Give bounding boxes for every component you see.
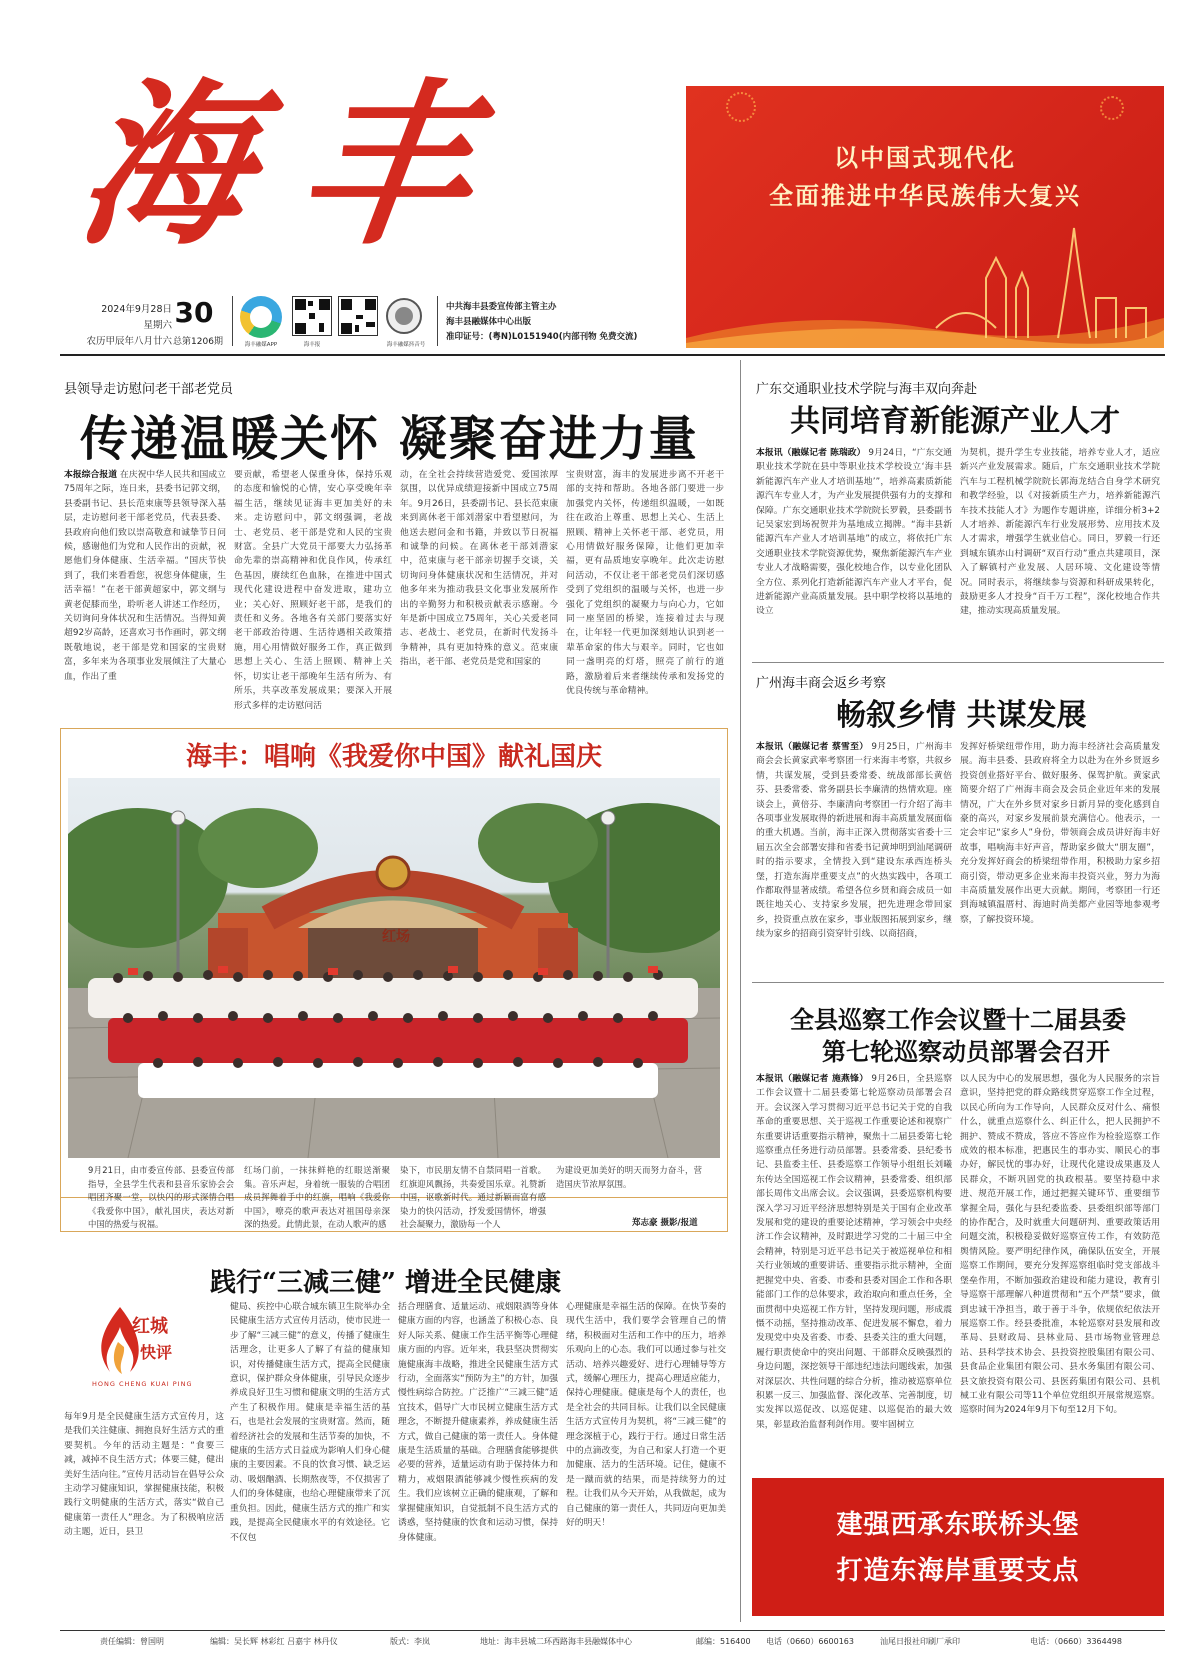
lead-byline: 本报综合报道 bbox=[64, 470, 118, 480]
photo-col1-text: 9月21日，由市委宣传部、县委宣传部指导，全县学生代表和县音乐家协会会唱团齐聚一堂，以快闪的形式深情合唱《我爱你中国》，献礼国庆，表达对新中国的热爱与祝福。 bbox=[88, 1165, 234, 1229]
right-divider-2 bbox=[752, 982, 1164, 983]
right-column-rule bbox=[740, 360, 741, 1622]
right1-kicker: 广东交通职业技术学院与海丰双向奔赴 bbox=[756, 382, 978, 397]
photo-story-headline: 海丰：唱响《我爱你中国》献礼国庆 bbox=[185, 742, 602, 772]
qr1-label: 海丰融媒APP bbox=[244, 342, 278, 348]
masthead bbox=[0, 0, 1200, 350]
lead-col-3 bbox=[400, 468, 558, 728]
masthead-rule bbox=[60, 354, 1165, 356]
total-issue: 总第1206期 bbox=[173, 337, 223, 347]
lead-col-2 bbox=[234, 468, 392, 728]
health-col2-text: 健局、疾控中心联合城东镇卫生院举办全民健康生活方式宣传月活动，使市民进一步了解“三减三健”的意义，传播了健康生活理念，让更多人了解了有益的健康知识，对传播健康生活方式，提高全民健康意识，保护群众身体健康，引导民众逐步养成良好卫生习惯和健康文明的生活方式产生了积极作用。健康是幸福生活的基石，也是社会发展的宝贵财富。然而，随着经济社会的发展和生活节奏的加快，不健康的生活方式日益成为影响人们身心健康的主要因素。不良的饮食习惯、缺乏运动、吸烟酗酒、长期熬夜等，不仅损害了人们的身体健康，也给心理健康带来了沉重负担。因此，健康生活方式的推广和实践，是提高全民健康水平的有效途径。它不仅包 bbox=[230, 1302, 390, 1543]
right2-col2-text: 发挥好桥梁纽带作用，助力海丰经济社会高质量发展。海丰县委、县政府将全力以赴为在外乡贤返乡投资创业搭好平台、做好服务、保驾护航。黄家武简要介绍了广州海丰商会及会员企业近年来的发展情况，广大在外乡贤对家乡日新月异的变化感到自豪的高兴，对家乡发展前景充满信心。他表示，一定会牢记“家乡人”身份，带领商会成员讲好海丰好故事，唱响海丰好声音，帮助家乡做大“朋友圈”，充分发挥好商会的桥梁纽带作用，积极助力家乡招商引资，带动更多企业来海丰投资兴业，努力为海丰高质量发展作出更大贡献。期间，考察团一行还到海城镇温厝村、海迪时尚美都产业园等地参观考察，了解投资环境。 bbox=[960, 742, 1160, 925]
right1-col-2 bbox=[960, 446, 1160, 652]
photo-col2-text: 红场门前，一抹抹鲜艳的红眼送渐聚集。音乐声起，身着统一服装的合唱团成员挥舞着手中的红旗，唱响《我爱你中国》，嘹亮的歌声表达对祖国母亲深深的热爱。此情此景，在动人歌声的感 bbox=[244, 1165, 390, 1229]
photo-credit: 郑志豪 摄影/报道 bbox=[632, 1218, 698, 1228]
news-photo bbox=[68, 778, 720, 1158]
logo-title-1: 红城 bbox=[132, 1316, 168, 1337]
footer-postcode: 邮编：516400 bbox=[696, 1637, 751, 1646]
lead-col4-text: 宝贵财富，海丰的发展进步离不开老干部的支持和帮助。各地各部门要进一步加强党内关怀，传递组织温暖，一如既往在政治上尊重、思想上关心、生活上照顾、精神上关怀老干部、老党员，用心用情做好服务保障，让他们更加幸福，更有品质地安享晚年。此次走访慰问活动，不仅让老干部老党员们深切感受到了党组织的温暖与关怀，也进一步强化了党组织的凝聚力与向心力，它如同一座坚固的桥梁，连接着过去与现在，让年轻一代更加深刻地认识到老一辈革命家的伟大与艰辛。同时，它也如同一盏明亮的灯塔，照亮了前行的道路，激励着后来者继续传承和发扬党的优良传统与革命精神。 bbox=[566, 470, 724, 697]
right1-col-1 bbox=[756, 446, 952, 652]
app-logo-icon[interactable] bbox=[240, 296, 282, 338]
footer-address: 地址：海丰县城二环西路海丰县融媒体中心 bbox=[480, 1637, 632, 1646]
douyin-badge-icon[interactable] bbox=[386, 298, 422, 334]
footer-editor: 责任编辑：曾国明 bbox=[100, 1637, 164, 1646]
right-divider-1 bbox=[752, 662, 1164, 663]
right2-byline: 本报讯（融媒记者 蔡雪至） bbox=[756, 742, 869, 752]
firework-left bbox=[726, 92, 756, 122]
right1-col1-text: 9月24日，“广东交通职业技术学院在县中等职业技术学校设立‘海丰县新能源汽车产业人才培训基地’”，培养高素质新能源汽车专业人才，为产业发展提供强有力的支撑和保障。广东交通职业技术学院院长罗毅，县委副书记吴家宏到场祝贺并为基地成立揭牌。“海丰县新能源汽车产业人才培训基地”的成立，将依托广东交通职业技术学院资源优势，聚焦新能源汽车产业专业人才战略需要，强化校地合作，以专业化团队全方位、系列化打造新能源汽车产业人才平台，促进新能源产业高质量发展。县中职学校将以基地的设立 bbox=[756, 448, 952, 617]
banner-line-1: 以中国式现代化 bbox=[834, 144, 1016, 172]
right2-kicker: 广州海丰商会返乡考察 bbox=[756, 676, 887, 691]
skyline-illustration bbox=[686, 218, 1164, 348]
health-col-1 bbox=[64, 1410, 224, 1610]
health-col-2 bbox=[230, 1300, 390, 1610]
photo-col-1 bbox=[88, 1164, 234, 1229]
right3-byline: 本报讯（融媒记者 施燕锋） bbox=[756, 1074, 869, 1084]
publisher: 海丰县融媒体中心出版 bbox=[446, 317, 532, 327]
right2-headline: 畅叙乡情 共谋发展 bbox=[836, 698, 1087, 733]
footer-rule bbox=[60, 1630, 1165, 1631]
footer-phone1: 电话（0660）6600163 bbox=[766, 1637, 854, 1646]
slogan-box bbox=[752, 1478, 1164, 1616]
lead-kicker: 县领导走访慰问老干部老党员 bbox=[64, 382, 234, 397]
footer-phone2: 电话：（0660）3364498 bbox=[1030, 1637, 1122, 1646]
right3-col1-text: 9月26日，全县巡察工作会议暨十二届县委第七轮巡察动员部署会召开。会议深入学习贯彻习近平总书记关于党的自我革命的重要思想、关于巡视工作重要论述和视察广东重要讲话重要指示精神，聚焦十二届县委第七轮巡察重点任务进行动员部署。县委常委、县纪委书记、县监委主任、县委巡察工作领导小组组长刘曦东传达全国巡视工作会议精神，县委常委、组织部部长周伟文出席会议。会议强调，县委巡察机构要深入学习习近平经济思想特别是关于国有企业改革发展和党的建设的重要论述精神，学习领会中央经济工作会议精神，及时跟进学习党的二十届三中全会精神，特别是习近平总书记关于被巡视单位和相关行业领域的重要讲话、重要指示批示精神，全面把握党中央、省委、市委和县委对国企工作和各职能部门工作的总体要求，政治取向和重点任务，全面贯彻中央巡视工作方针，坚持发现问题，形成震慑不动摇，坚持推动改革、促进发展不懈怠，着力发现党中央及省委、市委、县委关注的重大问题，履行职责使命中的突出问题、干部群众反映强烈的身边问题，深挖领导干部违纪违法问题线索，加强对深层次、共性问题的综合分析，推动被巡察单位积累一反三、加强监督、深化改革、完善制度，切实发挥以巡促改、以巡促建、以巡促治的最大效果，彰显政治监督利剑作用。要牢固树立 bbox=[756, 1074, 952, 1430]
right1-col2-text: 为契机，提升学生专业技能，培养专业人才，适应新兴产业发展需求。随后，广东交通职业技术学院汽车与工程机械学院院长郭海龙结合自身学术研究和教学经验，以《对接新质生产力，培养新能源汽车技术技能人才》为题作专题讲座，详细分析3+2人才培养、新能源汽车行业发展形势、应用技术及人才需求，增强学生就业信心。同日，罗毅一行还到城东镇赤山村调研“双百行动”重点共建项目，深入了解镇村产业发展、人居环境、文化建设等情况。同时表示，将继续参与资源和科研成果转化，鼓励更多人才投身“百千万工程”，深化校地合作共建，推动实现高质量发展。 bbox=[960, 448, 1160, 617]
permit: 准印证号：(粤N)L0151940(内部刊物 免费交流) bbox=[446, 332, 638, 342]
health-col4-text: 心理健康是幸福生活的保障。在快节奏的现代生活中，我们要学会管理自己的情绪，积极面对生活和工作中的压力，培养乐观向上的心态。我们可以通过参与社交活动、培养兴趣爱好、进行心理辅导等方式，缓解心理压力，提高心理适应能力，保持心理健康。健康是每个人的责任，也是全社会的共同目标。让我们以全民健康生活方式宣传月为契机，将“三减三健”的理念深植于心，践行于行。通过日常生活中的点滴改变，为自己和家人打造一个更加健康、活力的生活环境。记住，健康不是一蹴而就的结果，而是持续努力的过程。让我们从今天开始，从我做起，成为自己健康的第一责任人，共同迈向更加美好的明天！ bbox=[566, 1302, 726, 1529]
firework-right bbox=[1100, 96, 1124, 120]
footer-printer: 汕尾日报社印刷厂承印 bbox=[880, 1637, 960, 1646]
right3-col-2 bbox=[960, 1072, 1160, 1468]
issue-number: 30 bbox=[174, 296, 214, 329]
photo-box-bottom bbox=[60, 1198, 728, 1232]
hongcheng-logo bbox=[90, 1302, 210, 1392]
health-headline: 践行“三减三健” 增进全民健康 bbox=[210, 1268, 561, 1298]
footer-designer: 版式：李岚 bbox=[390, 1637, 430, 1646]
qr3-label: 海丰融媒抖音号 bbox=[386, 342, 426, 348]
right3-headline-1: 全县巡察工作会议暨十二届县委 bbox=[790, 1005, 1126, 1034]
lead-col1-text: 在庆祝中华人民共和国成立75周年之际，连日来，县委书记郭文纲，县委副书记、县长范束康等县领导深入基层，走访慰问老干部老党员，代表县委、县政府向他们致以崇高敬意和诚挚节日问候，感谢他们为党和人民作出的贡献，祝愿他们身体健康、生活幸福。“国庆节快到了，我们来看看您，祝您身体健康，生活幸福！”在老干部黄超家中，郭文纲与黄老促膝而坐，聆听老人讲述工作经历，关切询问身体状况和生活情况。当得知黄超92岁高龄，还喜欢习书作画时，郭文纲既敬地说，老干部是党和国家的宝贵财富，多年来为各项事业发展倾注了大量心血，作出了重 bbox=[64, 470, 226, 682]
top-banner bbox=[686, 86, 1164, 348]
footer bbox=[60, 1636, 1165, 1654]
sponsor: 中共海丰县委宣传部主管主办 bbox=[446, 302, 557, 312]
photo-col3-text: 染下，市民朋友情不自禁同唱一首歌。红旗迎风飘扬，共奏爱国乐章。礼赞新中国，讴歌新时代。通过新颖而富有感染力的快闪活动，抒发爱国情怀，增强社会凝聚力，激励每一个人 bbox=[400, 1165, 546, 1229]
masthead-divider-2 bbox=[437, 296, 438, 346]
banner-line-2: 全面推进中华民族伟大复兴 bbox=[769, 182, 1081, 210]
health-col-4 bbox=[566, 1300, 726, 1610]
lead-headline: 传递温暖关怀 凝聚奋进力量 bbox=[80, 411, 699, 467]
lead-col-4 bbox=[566, 468, 724, 728]
issue-date: 2024年9月28日 bbox=[101, 304, 172, 315]
qr-code-2[interactable] bbox=[338, 296, 378, 336]
logo-title-2: 快评 bbox=[140, 1343, 173, 1362]
qr2-label: 海丰报 bbox=[303, 342, 321, 348]
lead-col-1 bbox=[64, 468, 226, 728]
right3-headline-2: 第七轮巡察动员部署会召开 bbox=[822, 1037, 1110, 1066]
lead-col3-text: 动，在全社会持续营造爱党、爱国浓厚氛围，以优异成绩迎接新中国成立75周年。9月26日，县委副书记、县长范束康来到离休老干部刘潜家中看望慰问，为他送去慰问金和书籍，并致以节日祝福和诚挚的问候。在离休老干部刘潜家中，范束康与老干部亲切握手交谈，关切询问身体健康状况和生活情况，并对他多年来为推动我县文化事业发展所作出的辛勤努力和积极贡献表示感谢。今年是新中国成立75周年，关心关爱老同志、老战士、老党员，在新时代发扬斗争精神，具有更加特殊的意义。范束康指出，老干部、老党员是党和国家的 bbox=[400, 470, 558, 668]
logo-text: 海丰 bbox=[67, 61, 537, 269]
publisher-block bbox=[446, 300, 656, 345]
health-col3-text: 括合理膳食、适量运动、戒烟限酒等身体健康方面的内容，也涵盖了积极心态、良好人际关系、健康工作生活平衡等心理健康方面的内容。近年来，我县坚决贯彻实施健康海丰战略，推进全民健康生活方式行动，全面落实“预防为主”的方针，加强慢性病综合防控。广泛推广“三减三健”适宜技术，倡导广大市民树立健康生活方式理念，不断提升健康素养，养成健康生活方式，做自己健康的第一责任人。身体健康是生活质量的基础。合理膳食能够提供必要的营养，适量运动有助于保持体力和精力，戒烟限酒能够减少慢性疾病的发生。我们应该树立正确的健康观，了解和掌握健康知识，自觉抵制不良生活方式的诱惑，坚持健康的饮食和运动习惯，保持身体健康。 bbox=[398, 1302, 558, 1543]
weekday: 星期六 bbox=[143, 320, 172, 331]
right1-headline: 共同培育新能源产业人才 bbox=[790, 404, 1120, 439]
footer-copy-editors: 编辑：吴长辉 林彩红 吕嘉宇 林丹仪 bbox=[210, 1637, 338, 1646]
right3-col-1 bbox=[756, 1072, 952, 1468]
right2-col-1 bbox=[756, 740, 952, 970]
slogan-line-2: 打造东海岸重要支点 bbox=[836, 1556, 1080, 1586]
health-col-3 bbox=[398, 1300, 558, 1610]
right2-col-2 bbox=[960, 740, 1160, 970]
masthead-divider bbox=[232, 296, 233, 346]
slogan-line-1: 建强西承东联桥头堡 bbox=[836, 1510, 1080, 1540]
lunar-date: 农历甲辰年八月廿六 bbox=[86, 336, 172, 347]
right2-col1-text: 9月25日，广州海丰商会会长黄家武率考察团一行来海丰考察，共叙乡情，共谋发展，受到县委常委、统战部部长黄倍芬、县委常委、常务副县长李廉清的热情欢迎。座谈会上，黄倍芬、李廉清向考察团一行介绍了海丰各项事业发展取得的新进展和海丰高质量发展面临的重大机遇。当前，海丰正深入贯彻落实省委十三届五次全会部署安排和省委书记黄坤明到汕尾调研时的指示要求，全情投入到“建设东承西连桥头堡，打造东海岸重要支点”的火热实践中，各项工作都取得显著成绩。希望各位乡贤和商会成员一如既往地关心、支持家乡发展，把先进理念带回家乡，投资重点放在家乡，事业版图拓展到家乡，继续为家乡的招商引资穿针引线、以商招商， bbox=[756, 742, 952, 940]
logo-pinyin: HONG CHENG KUAI PING bbox=[92, 1380, 193, 1388]
photo-col4-text: 为建设更加美好的明天而努力奋斗，营造国庆节浓厚氛围。 bbox=[556, 1165, 702, 1189]
gate-text: 红场 bbox=[382, 929, 410, 945]
lead-col2-text: 要贡献，希望老人保重身体，保持乐观的态度和愉悦的心情，安心享受晚年幸福生活，继续见证海丰更加美好的未来。走访慰问中，郭文纲强调，老战士、老党员、老干部是党和人民的宝贵财富。全县广大党员干部要大力弘扬革命先辈的崇高精神和优良作风，传承红色基因，赓续红色血脉，在推进中国式现代化建设进程中奋发进取，建功立业；关心好、照顾好老干部，是我们的责任和义务。各地各有关部门要落实好老干部政治待遇、生活待遇相关政策措施，用心用情做好服务工作，真正做到思想上关心、生活上照顾、精神上关怀，切实让老干部晚年生活有所为、有所乐，共享改革发展成果；要深入开展形式多样的走访慰问活 bbox=[234, 470, 392, 711]
photo-col-4 bbox=[556, 1164, 702, 1191]
qr-code-1[interactable] bbox=[292, 296, 332, 336]
photo-illustration bbox=[68, 778, 720, 1158]
date-block bbox=[62, 302, 172, 350]
newspaper-logo bbox=[62, 50, 602, 290]
right3-col2-text: 以人民为中心的发展思想，强化为人民服务的宗旨意识，坚持把党的群众路线贯穿巡察工作全过程，以民心所向为工作导向，人民群众反对什么、痛恨什么，就重点巡察什么、纠正什么，把人民拥护不拥护、赞成不赞成，答应不答应作为检验巡察工作成效的根本标准，把惠民生的事办实、顺民心的事办好，解民忧的事办好，让现代化建设成果惠及人民群众，不断巩固党的执政根基。要坚持稳中求进、规范开展工作，通过把握关键环节、重要细节掌握全局，强化与县纪委监委、县委组织部等部门的协作配合，及时就重大问题研判、重要政策话用问题交流，积极稳妥做好巡察宣传工作，有效防范舆情风险。要严明纪律作风，确保队伍安全，开展巡察工作期间，要充分发挥巡察组临时党支部战斗堡垒作用，不断加强政治建设和能力建设，教育引导巡察干部理解八种道贯彻和“五个严禁”要求，做到忠诚干净担当，敢于善于斗争，依规依纪依法开展巡察工作。经县委批准，本轮巡察对县发展和改革局、县财政局、县林业局、县市场物业管理总站、县科学技术协会、县投资控股集团有限公司、县食品企业集团有限公司、县水务集团有限公司、县文旅投资有限公司、县医药集团有限公司、县机械工业有限公司等11个单位党组织开展常规巡察。巡察时间为2024年9月下旬至12月下旬。 bbox=[960, 1074, 1160, 1416]
right1-byline: 本报讯（融媒记者 陈瑞政） bbox=[756, 448, 866, 458]
health-col1-text: 每年9月是全民健康生活方式宣传月，这是我们关注健康、拥抱良好生活方式的重要契机。今年的活动主题是：“食要三减，减掉不良生活方式；体要三健，健出美好生活向往。”宣传月活动旨在倡导公众主动学习健康知识，掌握健康技能，积极践行文明健康的生活方式，落实“做自己健康第一责任人”理念。为了积极响应活动主题，近日，县卫 bbox=[64, 1412, 224, 1538]
